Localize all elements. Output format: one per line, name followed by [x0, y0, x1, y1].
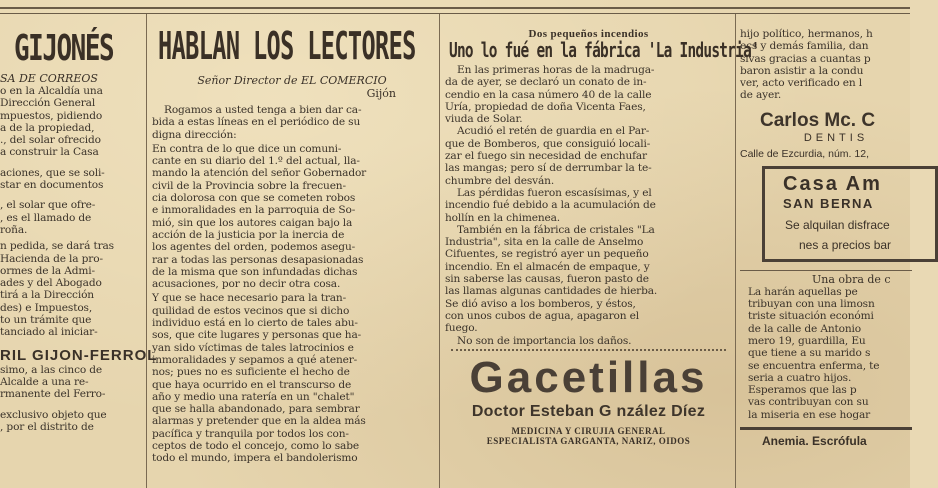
ad-casa-line: nes a precios bar [799, 237, 892, 252]
headline-hablan: HABLAN LOS LECTORES [158, 24, 416, 68]
ad-casa-line: Se alquilan disfrace [785, 217, 890, 232]
ad-casa-box [762, 166, 938, 262]
kicker-incendios: Dos pequeños incendios [528, 28, 649, 40]
paragraph: n pedida, se dará tras Hacienda de la pro- ormes de la Admi- ades y del Abogado tirá a la Dirección des) e Impuestos, to un trámite que tanciado al iniciar- [0, 240, 114, 339]
notice-obra-title: Una obra de c [740, 270, 912, 286]
paragraph: Rogamos a usted tenga a bien dar ca- bida a estas líneas en el periódico de su digna dirección: [152, 104, 362, 141]
paragraph: Las pérdidas fueron escasísimas, y el incendio fué debido a la acumulación de hollín en la chimenea. [445, 186, 656, 224]
column-hablan-los-lectores [152, 14, 432, 488]
paragraph: Acudió el retén de guardia en el Par- que de Bomberos, que consiguió locali- zar el fuego sin necesidad de enchufar las mangas; pero sí de derrumbar la te- chumbre del desván. [445, 125, 652, 187]
article-ferrol-body [0, 364, 140, 433]
ad-dentist-title: DENTIS [803, 131, 869, 144]
ad-doctor-specialty: ESPECIALISTA GARGANTA, NARIZ, OIDOS [486, 435, 691, 446]
column-incendios [445, 14, 760, 488]
paragraph: También en la fábrica de cristales "La Industria", sita en la calle de Anselmo Cifuentes, se registró ayer un pequeño incendio. En el almacén de empaque, y sin saberse las causas, fueron pasto de las llamas algunas cantidades de hierba. Se dió aviso a los bomberos, y éstos, con unos cubos de agua, apagaron el fuego. [445, 223, 658, 335]
subhead-ferrol: RIL GIJON-FERROL [0, 346, 158, 364]
paragraph: En las primeras horas de la madruga- da de ayer, se declaró un conato de in- cendio en la casa número 40 de la calle Uría, propiedad de doña Vicenta Faes, viuda de Solar. [445, 64, 655, 126]
paragraph: aciones, que se soli- star en documentos [0, 166, 105, 192]
paragraph: o en la Alcaldía una Dirección General mpuestos, pidiendo a de la propiedad, ., del solar ofrecido a construir la Casa [0, 85, 103, 159]
paragraph: Y que se hace necesario para la tran- quilidad de estos vecinos que si dicho individuo está en lo cierto de tales abu- sos, que cite lugares y personas que ha- yan sido víctimas de tales latrocinios e inmoralidades y sepamos a qué atener- nos; pues no es suficiente el hecho de que haya ocurrido en el transcurso de año y medio una ratería en un "chalet" que se halla abandonado, para sembrar alarmas y pretender que en la aldea más pacífica y tranquila por todos los con- ceptos de todo el concejo, como lo sabe todo el mundo, impera el bandolerismo [152, 292, 366, 465]
notice-obra-text: La harán aquellas pe tribuyan con una limosn triste situación económi de la calle de Antonio mero 19, guardilla, Eu que tiene a su marido s se encuentra enferma, te seria a cuatro hijos. [748, 285, 880, 384]
article-hablan-body [152, 104, 432, 465]
article-incendios-body [445, 64, 732, 347]
ad-dentist-address: Calle de Ezcurdia, núm. 12, [740, 147, 869, 160]
column-gijones [0, 14, 158, 488]
paragraph: exclusivo objeto que , por el distrito de [0, 408, 107, 433]
column-rule [439, 14, 440, 488]
column-rule [146, 14, 147, 488]
top-rule [0, 7, 910, 14]
ad-anemia: Anemia. Escrófula [740, 427, 912, 448]
headline-incendios: Uno lo fué en la fábrica 'La Industria' [449, 38, 760, 62]
headline-gijones: GIJONÉS [14, 28, 114, 69]
column-rule [735, 14, 736, 488]
ad-casa-place: SAN BERNA [783, 195, 874, 211]
place: Gijón [366, 87, 396, 100]
notice-thanks: hijo político, hermanos, h ecs y demás familia, dan sivas gracias a cuantas p baron asistir a la condu ver, acto verificado en l de ayer. [740, 28, 873, 102]
ad-doctor-specialty: MEDICINA Y CIRUJIA GENERAL [511, 425, 666, 436]
ad-doctor-name: Doctor Esteban G nzález Díez [471, 402, 706, 420]
ad-dentist-name: Carlos Mc. C [760, 109, 876, 131]
paragraph: En contra de lo que dice un comuni- cante en su diario del 1.º del actual, lla- mando la atención del señor Gobernador civil de la Provincia sobre la frecuen- cia dolorosa con que se cometen robos e inmoralidades en la parroquia de So- mió, sin que los autores caigan bajo la acción de la justicia por la inercia de los agentes del orden, podemos asegu- rar a todas las personas desapasionadas de la misma que son infundadas dichas acusaciones, por no decir otra cosa. [152, 142, 367, 291]
column-notices [740, 14, 912, 488]
section-gacetillas: Gacetillas [469, 352, 708, 402]
paragraph: No son de importancia los daños. [457, 334, 632, 347]
salutation: Señor Director de EL COMERCIO [197, 74, 387, 87]
article-gijones-body [0, 85, 140, 339]
subhead-correos: SA DE CORREOS [0, 72, 98, 85]
paragraph: simo, a las cinco de Alcalde a una re- rmanente del Ferro- [0, 363, 106, 401]
ad-casa-name: Casa Am [783, 172, 882, 195]
dotted-divider [451, 349, 726, 351]
paragraph: , el solar que ofre- , es el llamado de roña. [0, 199, 96, 236]
notice-obra-text: Esperamos que las p vas contribuyan con su la miseria en ese hogar [748, 384, 871, 421]
